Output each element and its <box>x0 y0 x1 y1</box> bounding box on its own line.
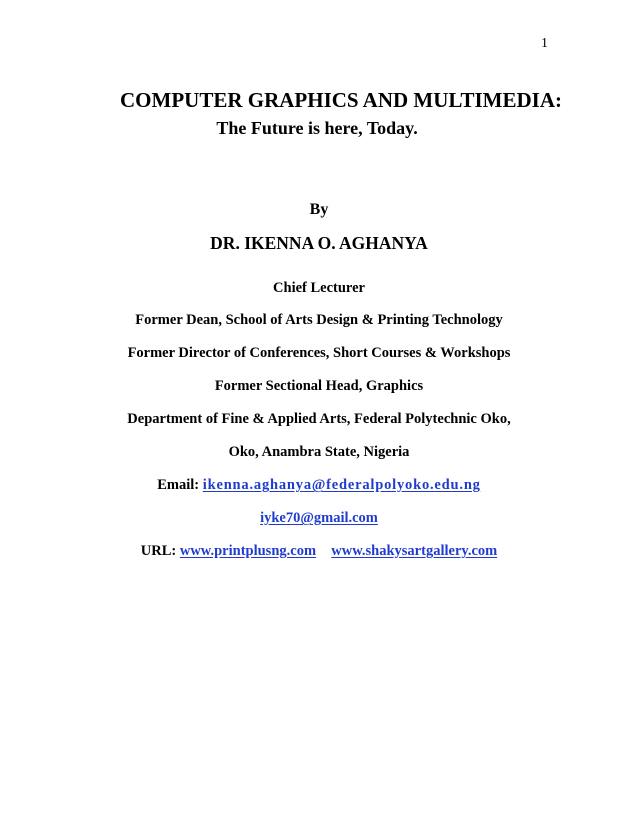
document-subtitle: The Future is here, Today. <box>216 118 418 138</box>
url-label: URL: <box>140 543 177 559</box>
former-head-line: Former Sectional Head, Graphics <box>214 378 424 394</box>
department-line: Department of Fine & Applied Arts, Federal Polytechnic Oko, <box>127 411 511 427</box>
url-secondary-link[interactable]: www.shakysartgallery.com <box>331 543 498 559</box>
by-label: By <box>309 201 329 218</box>
url-row <box>0 543 638 560</box>
former-dean-line: Former Dean, School of Arts Design & Printing Technology <box>135 312 503 328</box>
email-label: Email: <box>157 477 200 493</box>
location-line: Oko, Anambra State, Nigeria <box>228 444 410 460</box>
author-name: DR. IKENNA O. AGHANYA <box>210 233 428 253</box>
page-number: 1 <box>541 36 548 51</box>
secondary-email-row <box>0 510 638 527</box>
former-director-line: Former Director of Conferences, Short Courses & Workshops <box>127 345 511 361</box>
email-row <box>0 477 638 494</box>
email-secondary-link[interactable]: iyke70@gmail.com <box>260 510 378 526</box>
email-primary-link[interactable]: ikenna.aghanya@federalpolyoko.edu.ng <box>202 477 481 493</box>
document-title: COMPUTER GRAPHICS AND MULTIMEDIA: <box>120 88 562 112</box>
url-primary-link[interactable]: www.printplusng.com <box>179 543 317 559</box>
author-position: Chief Lecturer <box>273 280 365 296</box>
